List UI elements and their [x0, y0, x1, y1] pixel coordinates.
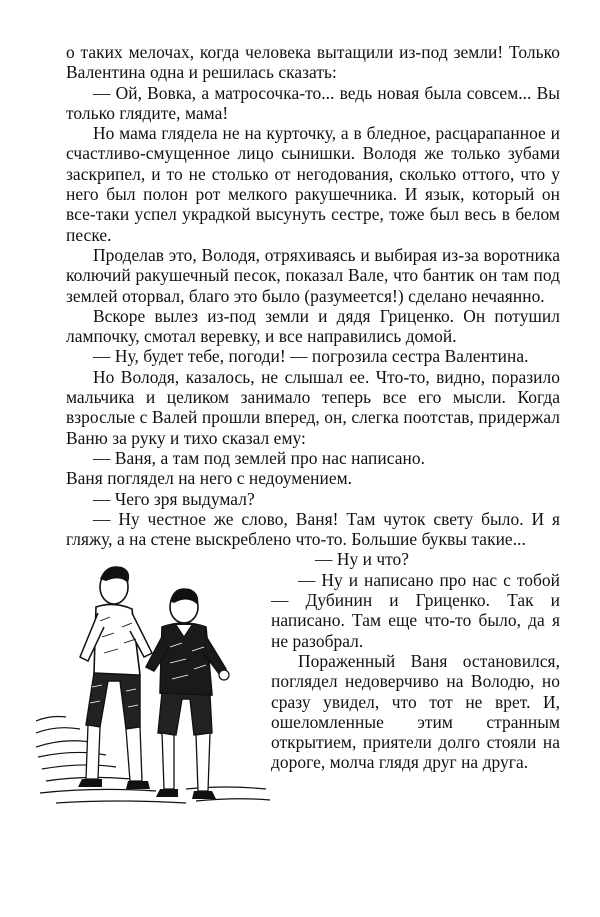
paragraph-8: — Ваня, а там под землей про нас написано.	[93, 447, 425, 468]
right-boy-figure	[146, 589, 229, 800]
paragraph-3: Но мама глядела не на курточку, а в бледное, расцарапанное и счастливо-смущенное лицо сынишки. Володя же только зубами заскрипел, и то не столько от негодования, сколько оттого, что у него был полон рот мелкого ракушечника. И язык, который он все-таки успел украдкой высунуть сестре, тоже был весь в белом песке.	[66, 123, 560, 245]
paragraph-2: — Ой, Вовка, а матросочка-то... ведь новая была совсем... Вы только глядите, мама!	[66, 82, 560, 123]
full-width-text	[66, 42, 560, 549]
side-paragraph-1: — Ну и что?	[315, 549, 410, 570]
paragraph-5: Вскоре вылез из-под земли и дядя Гриценко. Он потушил лампочку, смотал веревку, и все направились домой.	[66, 305, 560, 347]
left-boy-figure	[78, 567, 152, 790]
illustration-block	[66, 549, 560, 854]
paragraph-10: — Чего зря выдумал?	[93, 488, 255, 509]
side-paragraph-3: Пораженный Ваня остановился, поглядел недоверчиво на Володю, но сразу увидел, что тот не врет. И, ошеломленные этим странным открытием, приятели долго стояли на дороге, молча глядя друг на друга.	[271, 650, 560, 773]
wrapped-text-column	[271, 549, 560, 772]
book-page	[66, 42, 560, 854]
paragraph-4: Проделав это, Володя, отряхиваясь и выбирая из-за воротника колючий ракушечный песок, показал Вале, что бантик он там под землей оторвал, благо это было (разумеется!) сделано нечаянно.	[66, 244, 560, 306]
two-boys-illustration	[36, 557, 272, 819]
paragraph-6: — Ну, будет тебе, погоди! — погрозила сестра Валентина.	[93, 346, 529, 367]
paragraph-7: Но Володя, казалось, не слышал ее. Что-то, видно, поразило мальчика и целиком занимало теперь все его мысли. Когда взрослые с Валей прошли вперед, он, слегка поотстав, придержал Ваню за руку и тихо сказал ему:	[66, 366, 560, 448]
paragraph-9: Ваня поглядел на него с недоумением.	[66, 468, 353, 489]
side-paragraph-2: — Ну и написано про нас с тобой — Дубинин и Гриценко. Так и написано. Там еще что-то было, да я не разобрал.	[271, 569, 560, 651]
ground-hatching	[36, 717, 270, 804]
paragraph-1: о таких мелочах, когда человека вытащили из-под земли! Только Валентина одна и решилась сказать:	[66, 42, 560, 83]
paragraph-11: — Ну честное же слово, Ваня! Там чуток свету было. И я гляжу, а на стене выскреблено что-то. Большие буквы такие...	[66, 508, 560, 550]
